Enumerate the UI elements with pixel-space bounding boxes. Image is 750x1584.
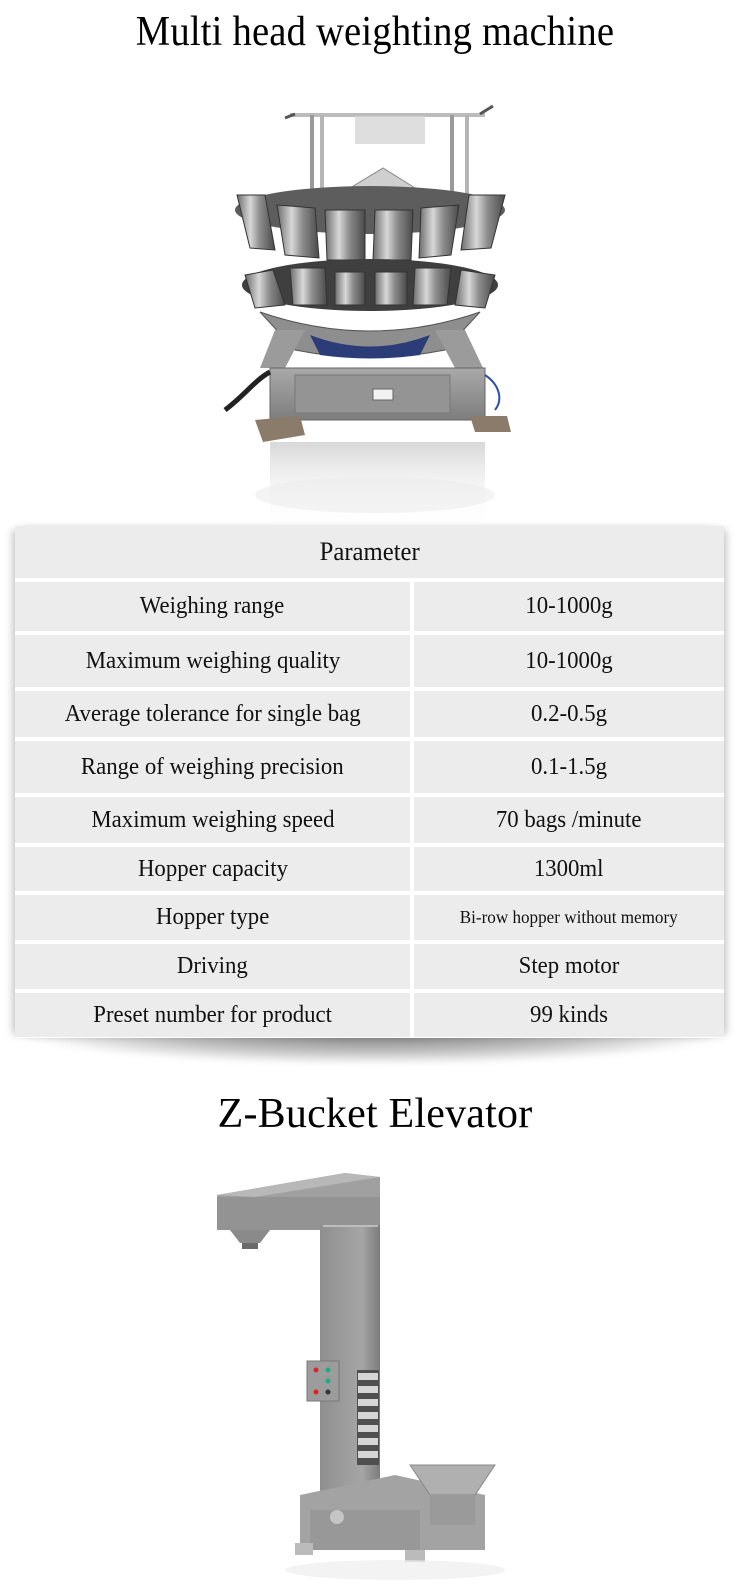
- table-row-label: [15, 993, 410, 1037]
- row-label: Maximum weighing quality: [85, 647, 340, 674]
- table-row-value: [414, 582, 724, 631]
- table-row-label: [15, 582, 410, 631]
- table-row-value: [414, 944, 724, 989]
- table-row-value: [414, 993, 724, 1037]
- parameter-table: [15, 526, 724, 1038]
- table-row-value: [414, 635, 724, 687]
- row-value: 10-1000g: [525, 647, 613, 674]
- table-row-value: [414, 847, 724, 891]
- row-value: 10-1000g: [525, 593, 613, 619]
- row-label: Driving: [177, 953, 248, 979]
- row-label: Weighing range: [140, 593, 285, 619]
- weigher-section-title: Multi head weighting machine: [135, 9, 615, 55]
- table-row-value: [414, 741, 724, 793]
- row-value: 0.2-0.5g: [531, 700, 607, 727]
- table-row-label: [15, 691, 410, 737]
- row-label: Hopper type: [155, 904, 270, 930]
- table-row-label: [15, 847, 410, 891]
- table-row-label: [15, 895, 410, 940]
- row-value: Step motor: [518, 953, 620, 979]
- row-value: 0.1-1.5g: [531, 753, 607, 780]
- row-value: 70 bags /minute: [496, 806, 642, 833]
- elevator-section-title: Z-Bucket Elevator: [217, 1091, 533, 1137]
- table-row-label: [15, 944, 410, 989]
- bucket-elevator-image: [205, 1165, 505, 1584]
- row-value: 1300ml: [534, 855, 604, 882]
- row-value: 99 kinds: [530, 1001, 608, 1028]
- row-label: Average tolerance for single bag: [64, 700, 361, 727]
- table-header-label: Parameter: [319, 537, 420, 566]
- table-row-label: [15, 797, 410, 843]
- table-row-value: [414, 691, 724, 737]
- row-label: Preset number for product: [93, 1001, 332, 1028]
- table-header: [15, 526, 724, 578]
- row-label: Maximum weighing speed: [90, 806, 335, 833]
- row-label: Hopper capacity: [137, 855, 288, 882]
- multihead-weigher-image: [215, 100, 525, 530]
- table-row-value: [414, 797, 724, 843]
- row-value: Bi-row hopper without memory: [460, 907, 678, 927]
- row-label: Range of weighing precision: [81, 753, 344, 780]
- table-row-label: [15, 635, 410, 687]
- table-row-value: [414, 895, 724, 940]
- table-row-label: [15, 741, 410, 793]
